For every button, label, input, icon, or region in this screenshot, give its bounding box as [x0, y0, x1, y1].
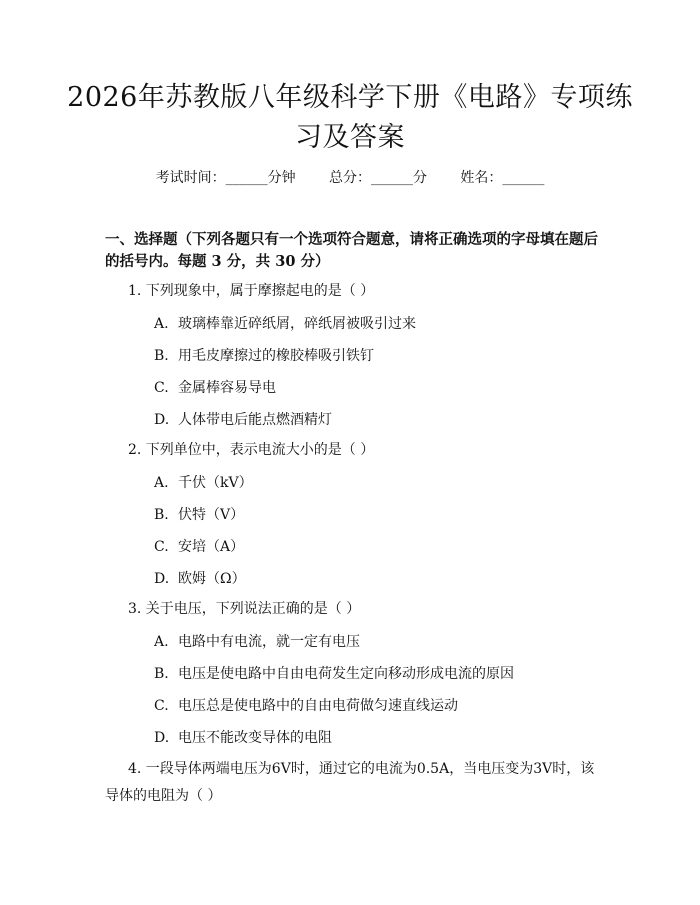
- page-title: 2026年苏教版八年级科学下册《电路》专项练习及答案: [67, 82, 633, 153]
- option-letter: D.: [154, 412, 170, 428]
- option-b: [154, 505, 244, 525]
- student-name-field: 姓名：______: [460, 170, 545, 186]
- option-text: 玻璃棒靠近碎纸屑，碎纸屑被吸引过来: [178, 316, 416, 332]
- option-a: [154, 314, 416, 334]
- option-d: [154, 569, 246, 589]
- option-letter: A.: [154, 634, 169, 650]
- option-letter: D.: [154, 571, 170, 587]
- exam-time-field: 考试时间：______分钟: [155, 170, 296, 186]
- option-text: 千伏（kV）: [178, 475, 253, 491]
- option-b: [154, 664, 514, 684]
- option-text: 伏特（V）: [178, 507, 245, 523]
- option-letter: D.: [154, 730, 170, 746]
- option-c: [154, 537, 244, 557]
- option-letter: B.: [154, 666, 169, 682]
- option-text: 电压不能改变导体的电阻: [178, 730, 332, 746]
- option-letter: B.: [154, 507, 169, 523]
- question-stem: 2. 下列单位中，表示电流大小的是（ ）: [128, 442, 375, 458]
- option-c: [154, 696, 458, 716]
- option-letter: C.: [154, 698, 169, 714]
- option-text: 安培（A）: [178, 539, 245, 555]
- option-letter: A.: [154, 475, 169, 491]
- option-a: [154, 473, 253, 493]
- option-text: 电压总是使电路中的自由电荷做匀速直线运动: [178, 698, 458, 714]
- option-letter: C.: [154, 380, 169, 396]
- total-score-field: 总分：______分: [329, 170, 427, 186]
- option-letter: B.: [154, 348, 169, 364]
- question-stem: 4. 一段导体两端电压为6V时，通过它的电流为0.5A，当电压变为3V时，该导体的电阻为（ ）: [105, 761, 595, 804]
- question-stem: 1. 下列现象中，属于摩擦起电的是（ ）: [128, 283, 375, 299]
- option-text: 欧姆（Ω）: [178, 571, 246, 587]
- option-d: [154, 728, 332, 748]
- option-b: [154, 346, 374, 366]
- section-heading: 一、选择题（下列各题只有一个选项符合题意，请将正确选项的字母填在题后的括号内。每题 3 分，共 30 分）: [105, 231, 598, 270]
- option-letter: C.: [154, 539, 169, 555]
- option-a: [154, 632, 360, 652]
- option-text: 人体带电后能点燃酒精灯: [178, 412, 332, 428]
- option-c: [154, 378, 276, 398]
- option-text: 电压是使电路中自由电荷发生定向移动形成电流的原因: [178, 666, 514, 682]
- exam-info-row: [0, 168, 700, 188]
- option-text: 金属棒容易导电: [178, 380, 276, 396]
- option-text: 用毛皮摩擦过的橡胶棒吸引铁钉: [178, 348, 374, 364]
- option-d: [154, 410, 332, 430]
- option-letter: A.: [154, 316, 169, 332]
- option-text: 电路中有电流，就一定有电压: [178, 634, 360, 650]
- question-stem: 3. 关于电压，下列说法正确的是（ ）: [128, 601, 361, 617]
